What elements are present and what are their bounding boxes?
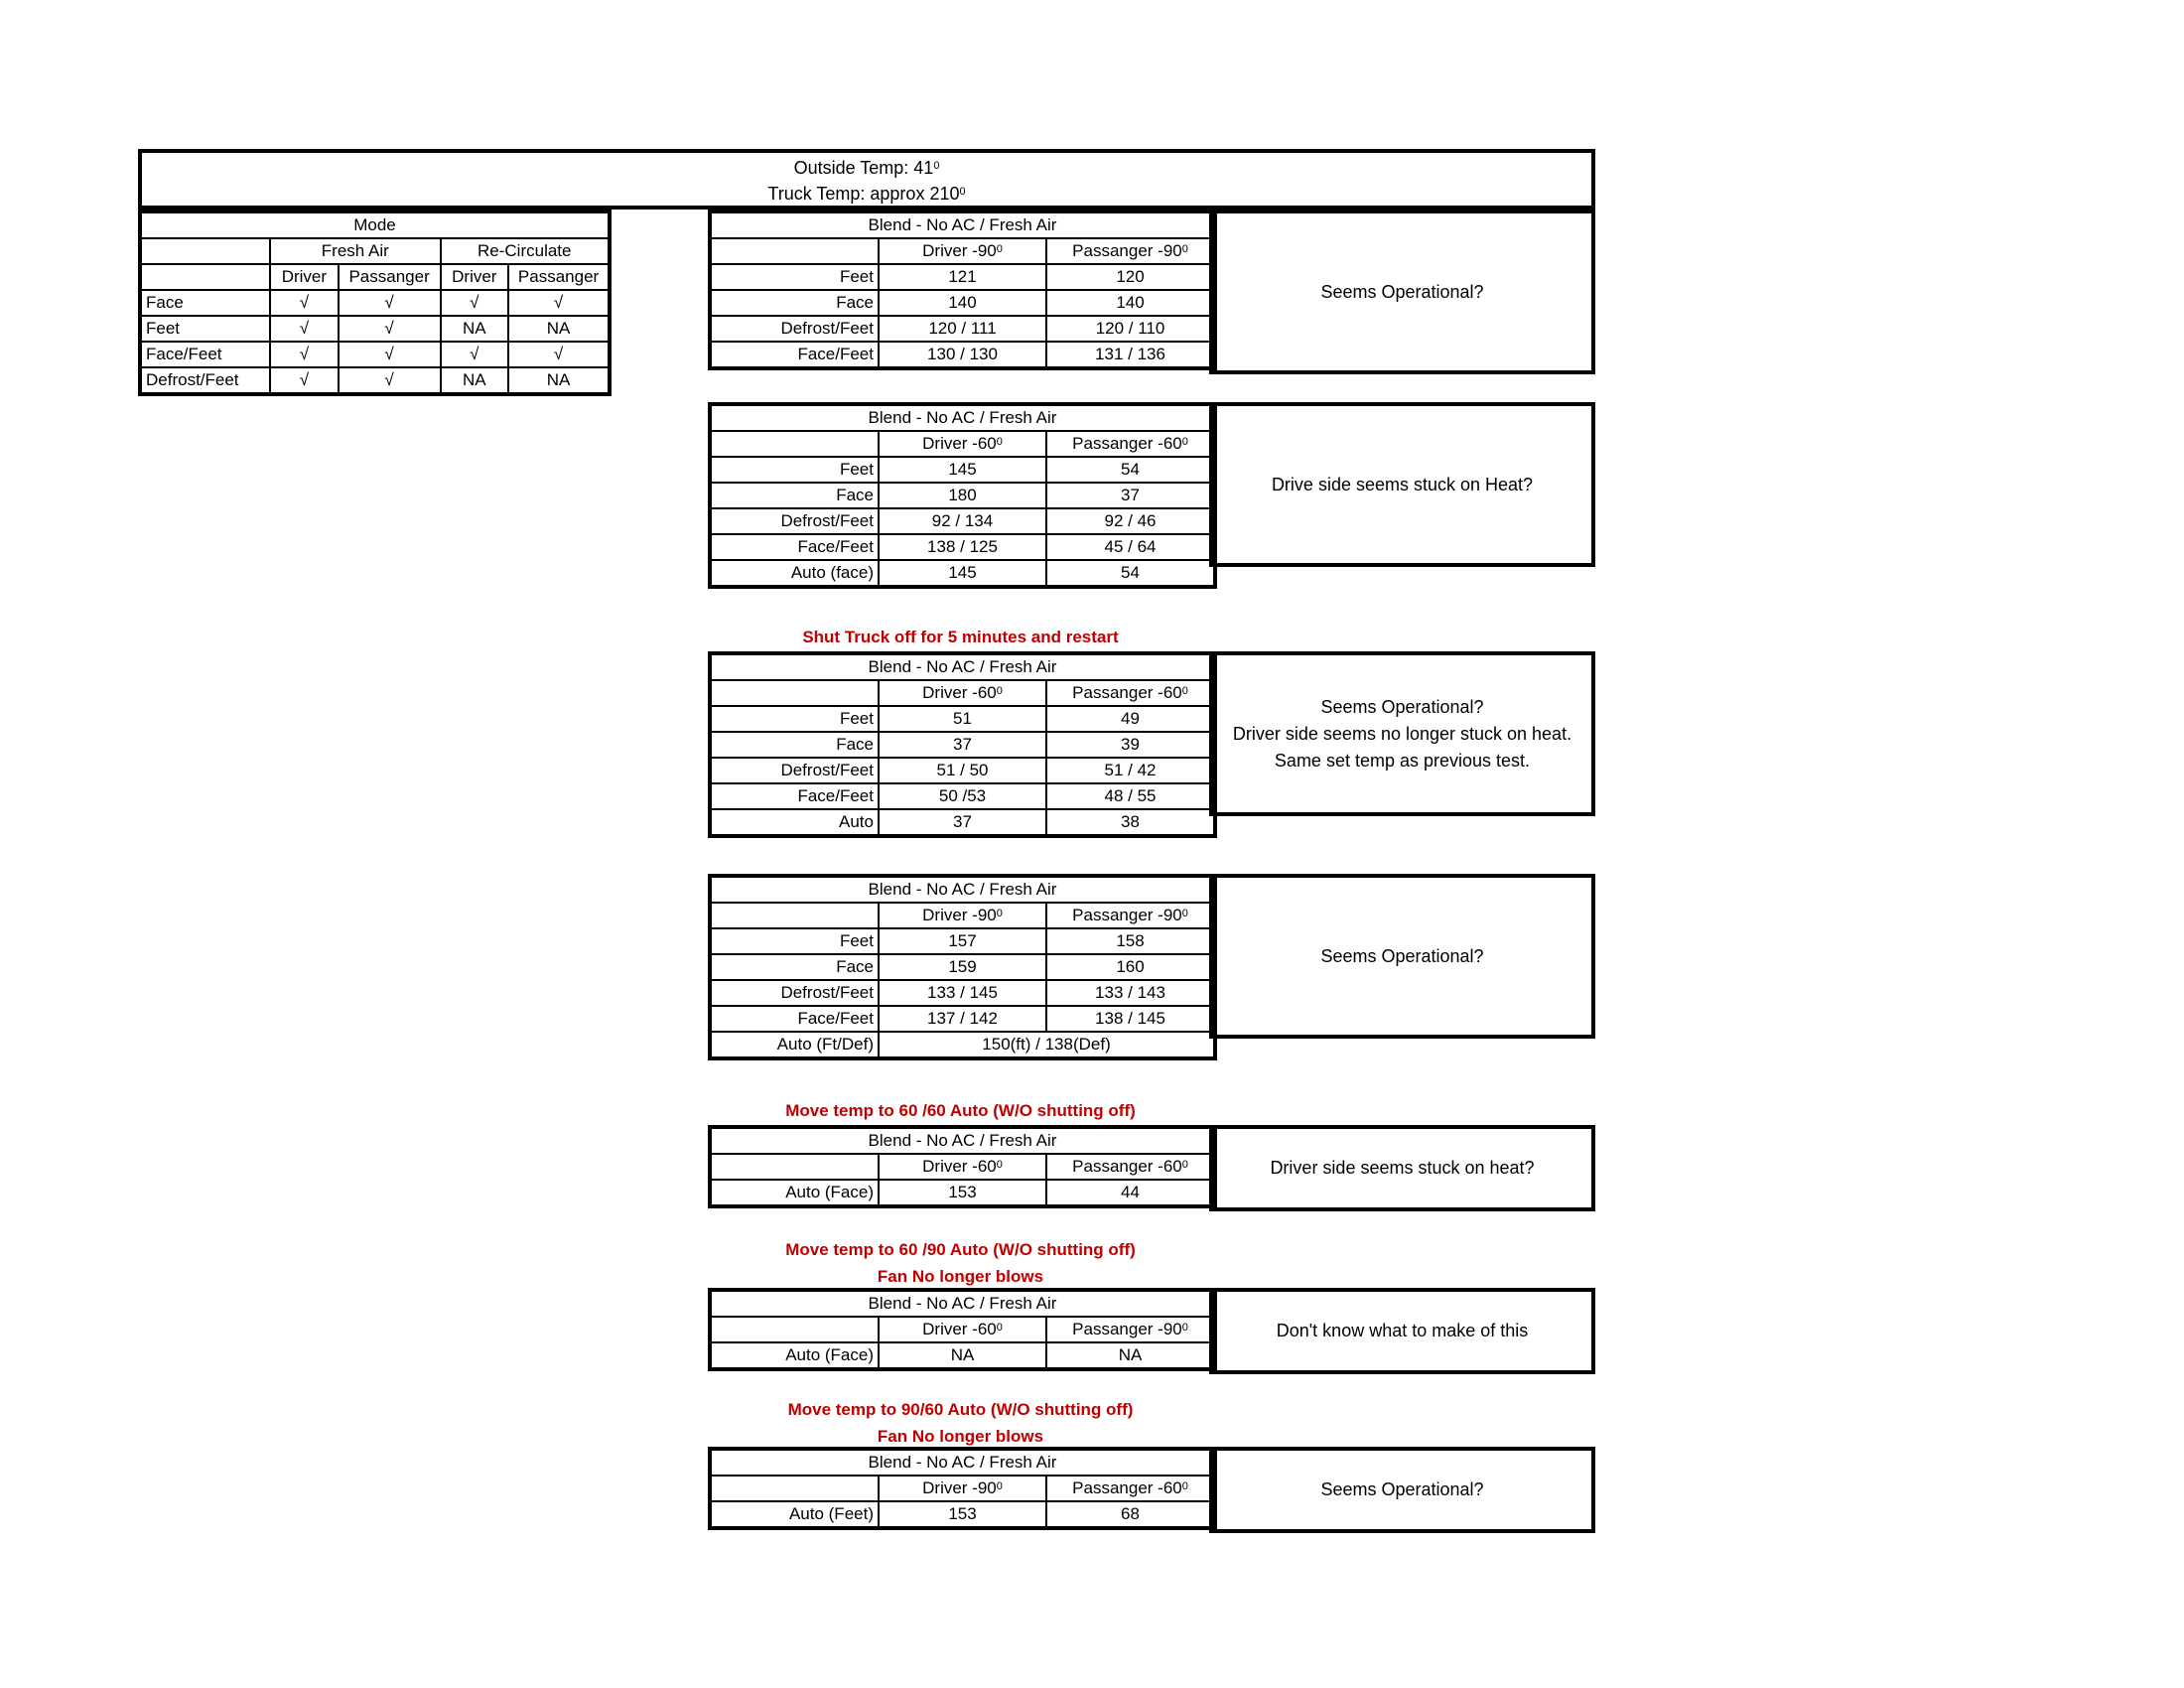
test-title: Blend - No AC / Fresh Air xyxy=(710,1127,1215,1154)
table-row: Auto (Face) NA NA xyxy=(710,1342,1215,1369)
table-row: Defrost/Feet 51 / 50 51 / 42 xyxy=(710,758,1215,783)
test-heading-7: Move temp to 90/60 Auto (W/O shutting off) Fan No longer blows xyxy=(787,1400,1134,1446)
test-title: Blend - No AC / Fresh Air xyxy=(710,653,1215,680)
test-title: Blend - No AC / Fresh Air xyxy=(710,1290,1215,1317)
outside-temp: Outside Temp: $41^0$ xyxy=(793,158,940,178)
table-row: Auto (face) 145 54 xyxy=(710,560,1215,587)
driver-header: Driver $-90^0$ xyxy=(879,238,1046,264)
truck-temp: Truck Temp: approx $210^0$ xyxy=(767,184,966,204)
passenger-header: Passanger $-90^0$ xyxy=(1046,238,1215,264)
table-row: Face/Feet 130 / 130 131 / 136 xyxy=(710,342,1215,368)
passenger-header: Passanger $-90^0$ xyxy=(1046,1317,1215,1342)
driver-header: Driver $-90^0$ xyxy=(879,903,1046,928)
table-row: Face 37 39 xyxy=(710,732,1215,758)
table-row: Auto (Face) 153 44 xyxy=(710,1180,1215,1206)
passenger-header: Passanger $-60^0$ xyxy=(1046,1154,1215,1180)
test-table-3 xyxy=(708,651,1217,838)
mode-row: Face √ √ √ √ xyxy=(140,290,610,316)
conditions-header xyxy=(138,149,1595,210)
table-row: Face 140 140 xyxy=(710,290,1215,316)
table-row: Defrost/Feet 92 / 134 92 / 46 xyxy=(710,508,1215,534)
table-row: Feet 51 49 xyxy=(710,706,1215,732)
driver-header: Driver $-60^0$ xyxy=(879,1154,1046,1180)
mode-row: Face/Feet √ √ √ √ xyxy=(140,342,610,367)
test-heading-3: Shut Truck off for 5 minutes and restart xyxy=(802,628,1119,646)
table-row: Feet 145 54 xyxy=(710,457,1215,483)
driver-header: Driver $-60^0$ xyxy=(879,431,1046,457)
test-note-3: Seems Operational? Driver side seems no longer stuck on heat. Same set temp as previous test. xyxy=(1209,651,1595,816)
driver-header: Driver $-90^0$ xyxy=(879,1476,1046,1501)
test-table-1 xyxy=(708,210,1217,370)
test-note-7: Seems Operational? xyxy=(1209,1447,1595,1533)
passenger-header: Passanger $-60^0$ xyxy=(1046,680,1215,706)
test-note-6: Don't know what to make of this xyxy=(1209,1288,1595,1374)
table-row: Face 180 37 xyxy=(710,483,1215,508)
table-row: Defrost/Feet 120 / 111 120 / 110 xyxy=(710,316,1215,342)
table-row: Face 159 160 xyxy=(710,954,1215,980)
passenger-header: Passanger $-60^0$ xyxy=(1046,1476,1215,1501)
test-table-5 xyxy=(708,1125,1217,1208)
driver-header: Driver $-60^0$ xyxy=(879,1317,1046,1342)
test-note-2: Drive side seems stuck on Heat? xyxy=(1209,402,1595,567)
test-table-2 xyxy=(708,402,1217,589)
mode-col-header: Driver xyxy=(270,264,339,290)
table-row: Auto 37 38 xyxy=(710,809,1215,836)
table-row: Face/Feet 137 / 142 138 / 145 xyxy=(710,1006,1215,1032)
driver-header: Driver $-60^0$ xyxy=(879,680,1046,706)
test-title: Blend - No AC / Fresh Air xyxy=(710,1449,1215,1476)
mode-table xyxy=(138,210,612,396)
table-row: Feet 121 120 xyxy=(710,264,1215,290)
table-row: Defrost/Feet 133 / 145 133 / 143 xyxy=(710,980,1215,1006)
passenger-header: Passanger $-60^0$ xyxy=(1046,431,1215,457)
test-heading-6: Move temp to 60 /90 Auto (W/O shutting off) Fan No longer blows xyxy=(785,1240,1136,1286)
mode-col-header: Passanger xyxy=(508,264,610,290)
mode-row: Feet √ √ NA NA xyxy=(140,316,610,342)
table-row: Feet 157 158 xyxy=(710,928,1215,954)
mode-group-recirculate: Re-Circulate xyxy=(441,238,610,264)
test-heading-5: Move temp to 60 /60 Auto (W/O shutting off) xyxy=(785,1101,1136,1120)
test-table-7 xyxy=(708,1447,1217,1530)
test-table-6 xyxy=(708,1288,1217,1371)
table-row: Face/Feet 138 / 125 45 / 64 xyxy=(710,534,1215,560)
passenger-header: Passanger $-90^0$ xyxy=(1046,903,1215,928)
mode-col-header: Passanger xyxy=(339,264,441,290)
table-row: Auto (Feet) 153 68 xyxy=(710,1501,1215,1528)
mode-group-fresh-air: Fresh Air xyxy=(270,238,440,264)
mode-col-header: Driver xyxy=(441,264,509,290)
mode-title: Mode xyxy=(140,211,610,238)
test-title: Blend - No AC / Fresh Air xyxy=(710,876,1215,903)
test-note-1: Seems Operational? xyxy=(1209,210,1595,374)
mode-row: Defrost/Feet √ √ NA NA xyxy=(140,367,610,394)
table-row: Face/Feet 50 /53 48 / 55 xyxy=(710,783,1215,809)
table-row: Auto (Ft/Def) 150(ft) / 138(Def) xyxy=(710,1032,1215,1058)
test-note-5: Driver side seems stuck on heat? xyxy=(1209,1125,1595,1211)
test-note-4: Seems Operational? xyxy=(1209,874,1595,1039)
test-table-4 xyxy=(708,874,1217,1060)
test-title: Blend - No AC / Fresh Air xyxy=(710,404,1215,431)
test-title: Blend - No AC / Fresh Air xyxy=(710,211,1215,238)
